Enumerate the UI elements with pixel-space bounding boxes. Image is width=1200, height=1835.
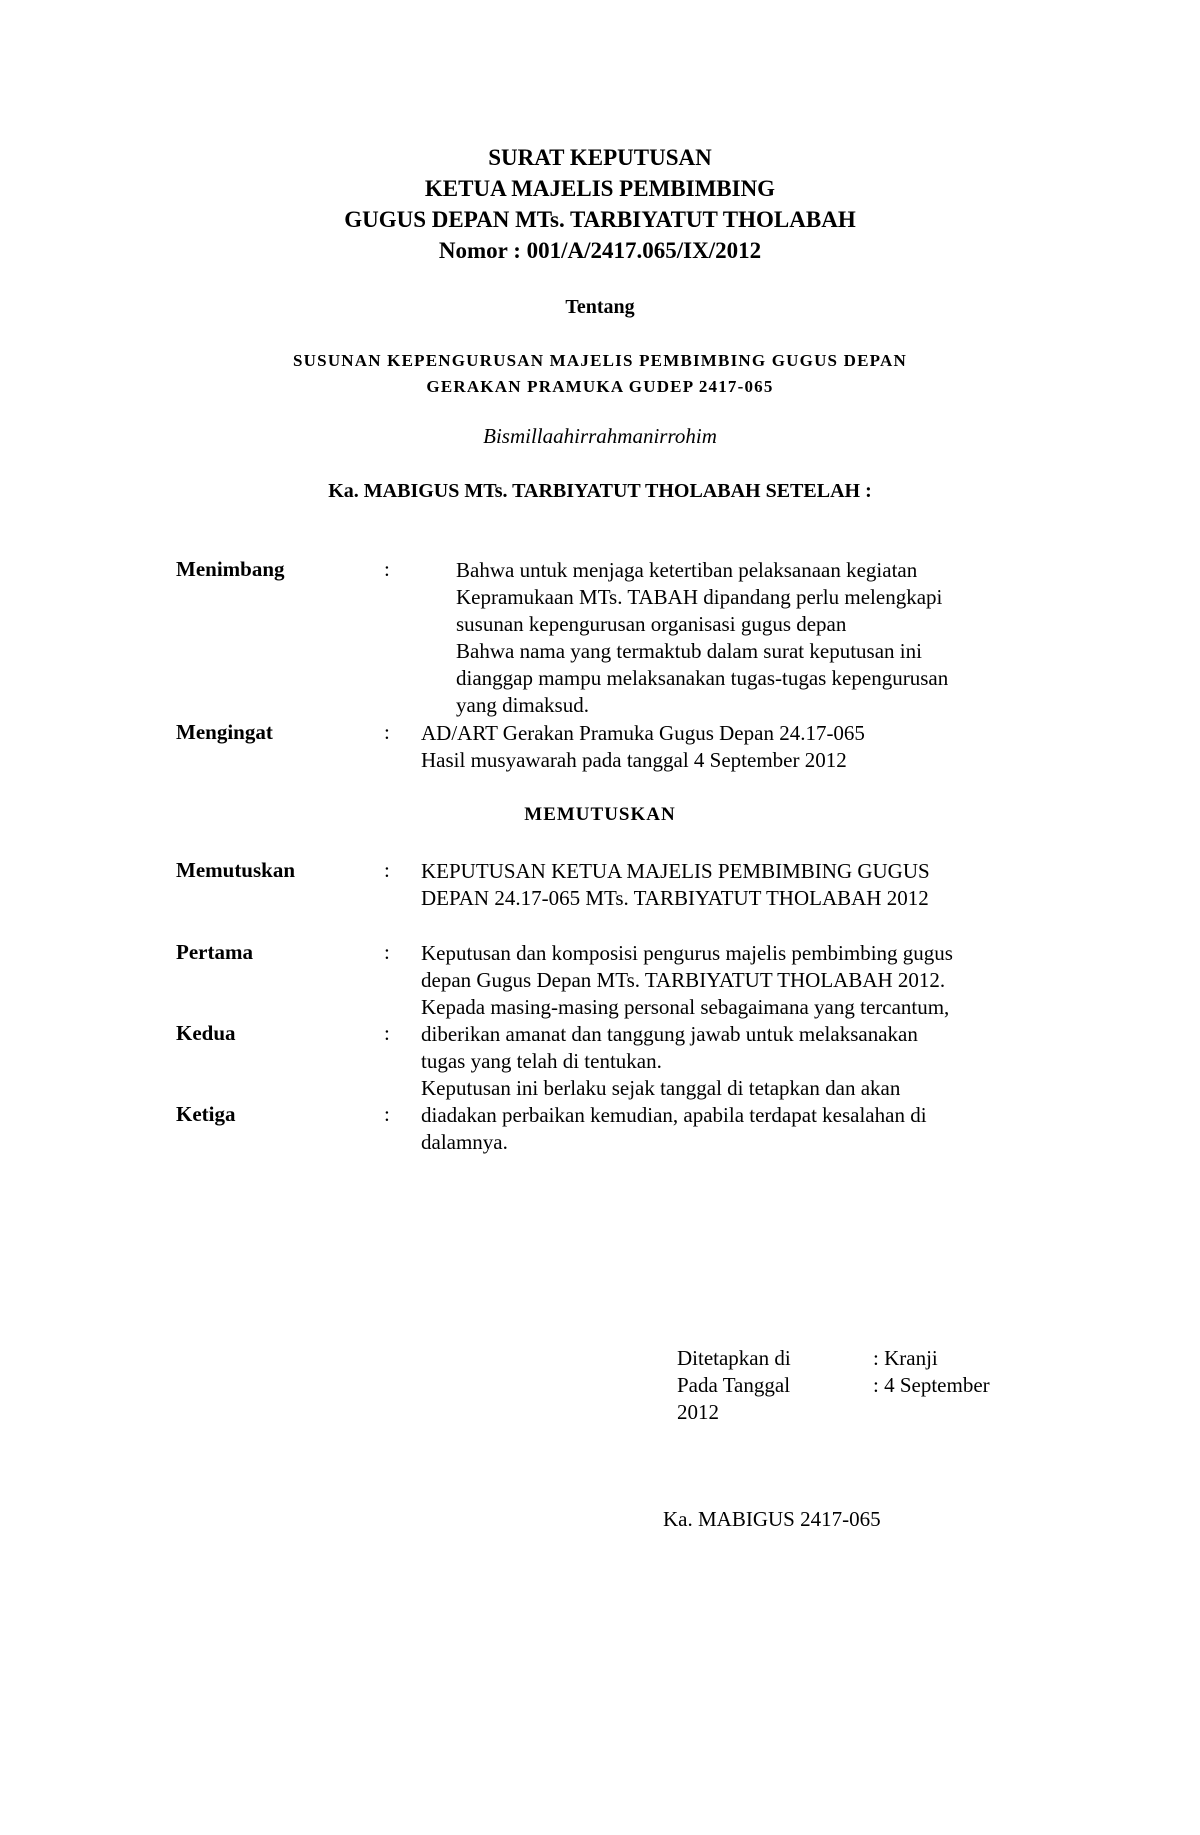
memutuskan-colon: : xyxy=(384,858,390,882)
kedua-line: Kepada masing-masing personal sebagaimana yang tercantum, xyxy=(421,995,950,1019)
pertama-label: Pertama xyxy=(176,940,253,964)
tanggal-label: Pada Tanggal xyxy=(677,1373,791,1397)
menimbang-label: Menimbang xyxy=(176,557,285,581)
kedua-label: Kedua xyxy=(176,1021,236,1045)
ketiga-colon: : xyxy=(384,1102,390,1126)
pertama-colon: : xyxy=(384,940,390,964)
title-line-2: KETUA MAJELIS PEMBIMBING xyxy=(424,176,776,201)
kedua-colon: : xyxy=(384,1021,390,1045)
ketiga-line: Keputusan ini berlaku sejak tanggal di tetapkan dan akan xyxy=(421,1076,901,1100)
document-header xyxy=(0,142,1200,266)
subject-line-1: SUSUNAN KEPENGURUSAN MAJELIS PEMBIMBING GUGUS DEPAN xyxy=(293,351,907,370)
kedua-line: diberikan amanat dan tanggung jawab untuk melaksanakan xyxy=(421,1022,918,1046)
menimbang-line: susunan kepengurusan organisasi gugus depan xyxy=(456,612,847,636)
mengingat-text xyxy=(421,720,865,774)
title-line-1: SURAT KEPUTUSAN xyxy=(488,145,712,170)
menimbang-line: dianggap mampu melaksanakan tugas-tugas kepengurusan xyxy=(456,666,949,690)
bismillah: Bismillaahirrahmanirrohim xyxy=(483,424,717,448)
memutuskan-line: KEPUTUSAN KETUA MAJELIS PEMBIMBING GUGUS xyxy=(421,859,930,883)
decree-number: Nomor : 001/A/2417.065/IX/2012 xyxy=(438,238,762,263)
ketiga-label: Ketiga xyxy=(176,1102,236,1126)
kedua-text xyxy=(421,994,949,1075)
mengingat-line: Hasil musyawarah pada tanggal 4 September 2012 xyxy=(421,748,847,772)
menimbang-line: Kepramukaan MTs. TABAH dipandang perlu melengkapi xyxy=(456,585,943,609)
subject-line-2: GERAKAN PRAMUKA GUDEP 2417-065 xyxy=(426,377,774,396)
menimbang-line: yang dimaksud. xyxy=(456,693,589,717)
subject xyxy=(0,348,1200,400)
ditetapkan-label: Ditetapkan di xyxy=(677,1346,791,1370)
ketiga-text xyxy=(421,1075,927,1156)
memutuskan-text xyxy=(421,858,930,912)
memutuskan-heading: MEMUTUSKAN xyxy=(524,804,676,825)
mengingat-label: Mengingat xyxy=(176,720,273,744)
tentang-heading: Tentang xyxy=(565,296,635,318)
mengingat-colon: : xyxy=(384,720,390,744)
menimbang-text xyxy=(456,557,948,719)
memutuskan-label: Memutuskan xyxy=(176,858,296,882)
memutuskan-line: DEPAN 24.17-065 MTs. TARBIYATUT THOLABAH 2012 xyxy=(421,886,929,910)
tanggal-year: 2012 xyxy=(677,1400,719,1424)
title-line-3: GUGUS DEPAN MTs. TARBIYATUT THOLABAH xyxy=(344,207,856,232)
pertama-text xyxy=(421,940,953,994)
mengingat-line: AD/ART Gerakan Pramuka Gugus Depan 24.17-065 xyxy=(421,721,865,745)
ditetapkan-value: : Kranji xyxy=(873,1346,938,1370)
tanggal-value: : 4 September xyxy=(873,1373,990,1397)
kedua-line: tugas yang telah di tentukan. xyxy=(421,1049,662,1073)
signer-title: Ka. MABIGUS 2417-065 xyxy=(663,1507,881,1531)
ketiga-line: dalamnya. xyxy=(421,1130,508,1154)
menimbang-line: Bahwa nama yang termaktub dalam surat keputusan ini xyxy=(456,639,922,663)
menimbang-colon: : xyxy=(384,557,390,581)
menimbang-line: Bahwa untuk menjaga ketertiban pelaksanaan kegiatan xyxy=(456,558,918,582)
pertama-line: depan Gugus Depan MTs. TARBIYATUT THOLABAH 2012. xyxy=(421,968,946,992)
ketiga-line: diadakan perbaikan kemudian, apabila terdapat kesalahan di xyxy=(421,1103,927,1127)
pertama-line: Keputusan dan komposisi pengurus majelis pembimbing gugus xyxy=(421,941,953,965)
setelah-heading: Ka. MABIGUS MTs. TARBIYATUT THOLABAH SETELAH : xyxy=(328,480,872,502)
